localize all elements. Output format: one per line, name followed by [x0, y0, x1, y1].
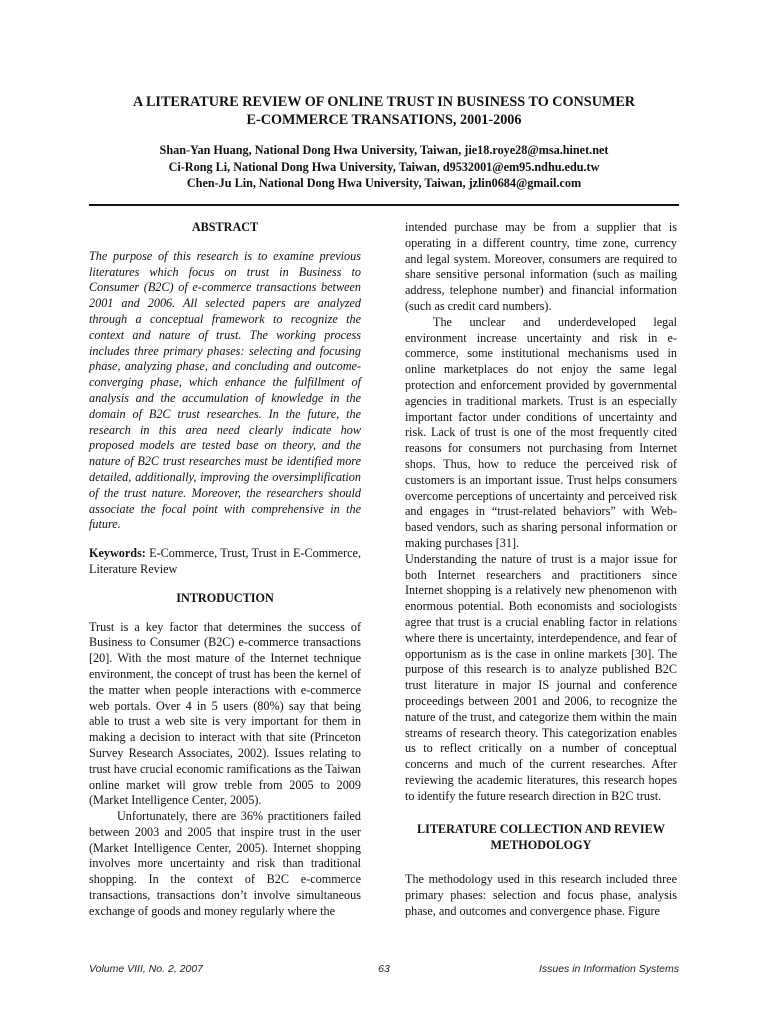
footer-page-number: 63: [378, 963, 390, 975]
title-line-2: E-COMMERCE TRANSATIONS, 2001-2006: [246, 112, 522, 128]
title-line-1: A LITERATURE REVIEW OF ONLINE TRUST IN BUSINESS TO CONSUMER: [132, 94, 636, 110]
abstract-heading: ABSTRACT: [191, 220, 259, 234]
footer-volume: Volume VIII, No. 2, 2007: [89, 963, 204, 975]
author-list: [60, 142, 708, 192]
intro-paragraph-3: The unclear and underdeveloped legal environment increase uncertainty and risk in e-commerce, some institutional mechanisms used in online marketplaces do not enjoy the same legal protection and enforcement provided by governmental agencies in traditional markets. Trust is an especially important factor under conditions of uncertainty and risk. Lack of trust is one of the most frequently cited reasons for consumers not purchasing from Internet shops. Thus, how to reduce the perceived risk of customers is an important issue. Trust helps consumers overcome perceptions of uncertainty and perceived risk and engages in “trust-related behaviors” with Web-based vendors, such as sharing personal information or making purchases [31].: [405, 314, 677, 550]
abstract-text: The purpose of this research is to examine previous literatures which focus on trust in Business to Consumer (B2C) of e-commerce transactions between 2001 and 2006. All selected papers are analyzed through a conceptual framework to recognize the context and nature of trust. The working process includes three primary phases: selecting and focusing phase, analyzing phase, and concluding and outcome-converging phase, which enhance the fulfillment of analysis and the accumulation of knowledge in the domain of B2C trust researches. In the future, the research in this area need clearly indicate how proposed models are tested base on theory, and the nature of B2C trust researches must be identified more detailed, additionally, improving the oversimplification of the trust nature. Moreover, the researchers should associate the focal point with comprehensive in the future.: [89, 248, 361, 532]
author-2: Ci-Rong Li, National Dong Hwa University, Taiwan, d9532001@em95.ndhu.edu.tw: [168, 159, 600, 174]
keywords: [89, 546, 361, 578]
author-3: Chen-Ju Lin, National Dong Hwa University, Taiwan, jzlin0684@gmail.com: [186, 176, 582, 190]
header-rule: [89, 204, 679, 206]
keywords-label: Keywords:: [89, 546, 146, 561]
paper-title: [60, 93, 708, 129]
methodology-heading: [405, 822, 677, 854]
intro-paragraph-2: Unfortunately, there are 36% practitioners failed between 2003 and 2005 that inspire trust in the user (Market Intelligence Center, 2005). Internet shopping involves more uncertainty and risk than traditional shopping. In the context of B2C e-commerce transactions, transactions don’t involve simultaneous exchange of goods and money regularly where the: [89, 809, 361, 918]
methodology-heading-line-2: METHODOLOGY: [490, 838, 592, 853]
left-column: [89, 220, 361, 920]
keywords-text: E-Commerce, Trust, Trust in E-Commerce, Literature Review: [89, 546, 361, 576]
intro-paragraph-1: Trust is a key factor that determines the success of Business to Consumer (B2C) e-commerce transactions [20]. With the most mature of the Internet technique environment, the concept of trust has been the kernel of the matter when people interactions with e-commerce web portals. Over 4 in 5 users (80%) say that being able to trust a web site is very important for them in making a decision to interact with that site (Princeton Survey Research Associates, 2002). Issues relating to trust have crucial economic ramifications as the Taiwan online market will grow treble from 2005 to 2009 (Market Intelligence Center, 2005).: [89, 619, 361, 808]
author-1: Shan-Yan Huang, National Dong Hwa University, Taiwan, jie18.roye28@msa.hinet.net: [159, 143, 609, 157]
footer-journal: Issues in Information Systems: [538, 963, 679, 975]
methodology-heading-line-1: LITERATURE COLLECTION AND REVIEW: [417, 822, 665, 837]
introduction-heading: INTRODUCTION: [176, 590, 274, 605]
right-column: [405, 220, 677, 919]
methodology-paragraph-1: The methodology used in this research included three primary phases: selection and focus phase, analysis phase, and outcomes and convergence phase. Figure: [405, 872, 677, 918]
intro-paragraph-2-continued: intended purchase may be from a supplier that is operating in a different country, time zone, currency and legal system. Moreover, consumers are required to share sensitive personal information (such as mailing address, telephone number) and financial information (such as credit card numbers).: [405, 220, 677, 313]
intro-paragraph-4: Understanding the nature of trust is a major issue for both Internet researchers and practitioners since Internet shopping is a relatively new phenomenon with enormous potential. Both economists and sociologists agree that trust is a crucial enabling factor in relations where there is uncertainty, interdependence, and fear of opportunism as is the case in online markets [30]. The purpose of this research is to analyze published B2C trust literature in major IS journal and conference proceedings between 2001 and 2006, to recognize the nature of the trust, and categorize them within the main streams of research theory. This categorization enables us to reflect critically on a number of conceptual concerns and much of the current researches. After reviewing the academic literatures, this research hopes to identify the future research direction in B2C trust.: [405, 551, 677, 803]
